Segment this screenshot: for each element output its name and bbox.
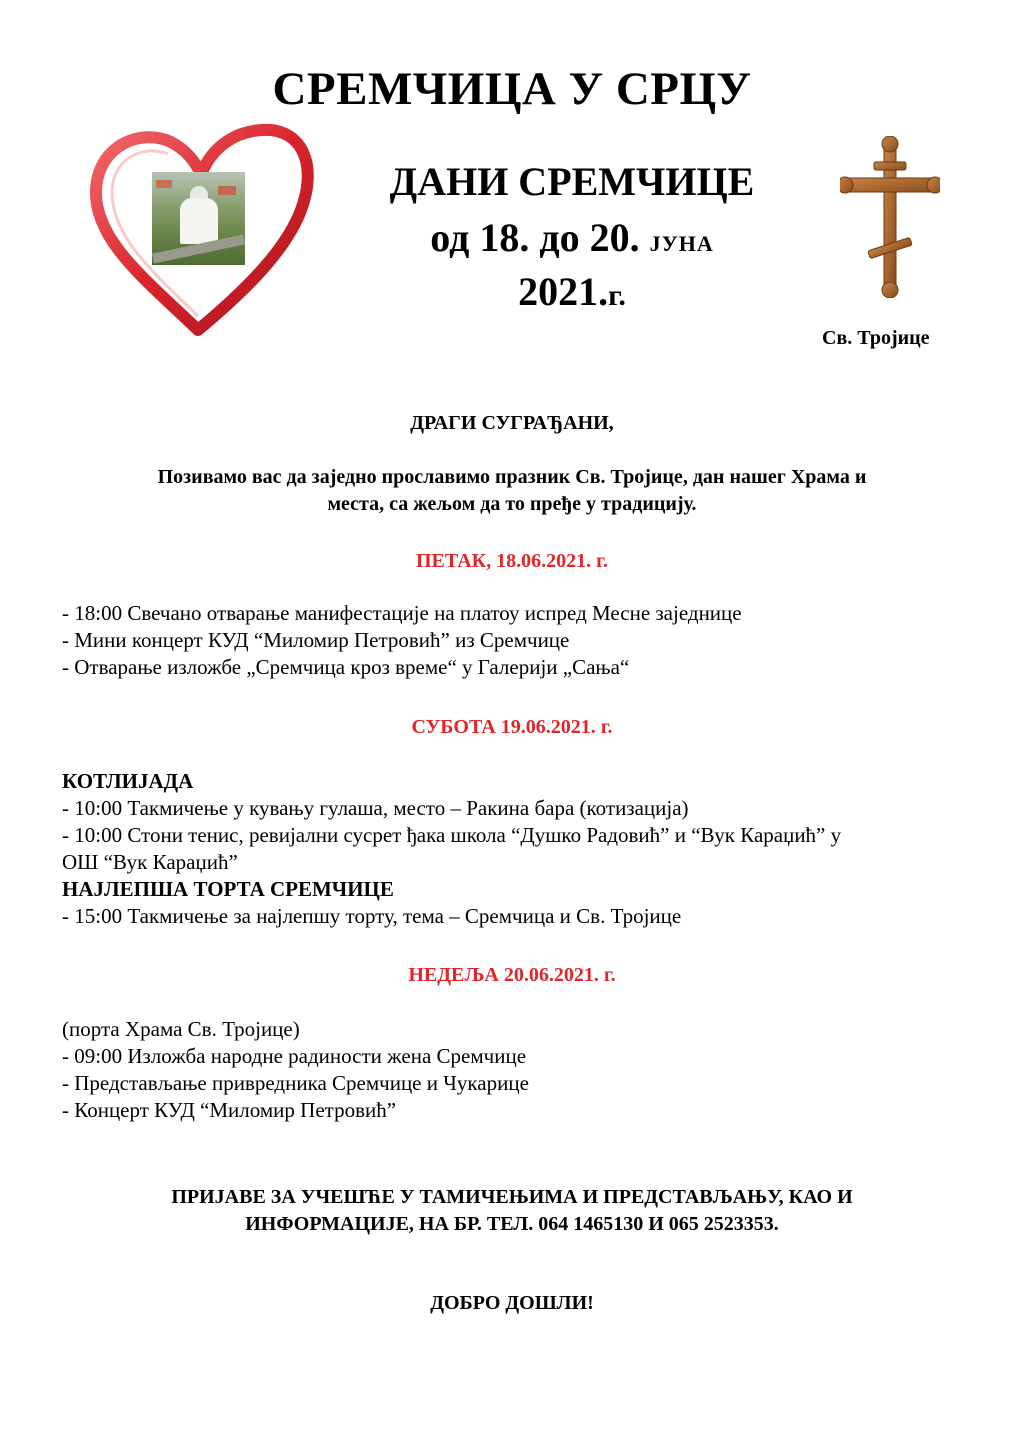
closing: ДОБРО ДОШЛИ! (430, 1292, 594, 1314)
program-line: - 10:00 Такмичење у кувању гулаша, место – Ракина бара (котизација) (62, 796, 689, 820)
program-line: - 09:00 Изложба народне радиности жена Сремчице (62, 1044, 527, 1068)
friday-program (62, 600, 972, 681)
cross-right-letters: XC (906, 196, 923, 209)
cross-left-letters: IC (862, 196, 875, 209)
event-year-suffix: г. (608, 279, 626, 312)
event-dates (312, 214, 832, 261)
contact-info (60, 1184, 964, 1238)
contact-line-2: ИНФОРМАЦИЈЕ, НА БР. ТЕЛ. 064 1465130 И 065 2523353. (245, 1213, 779, 1235)
program-line: - Отварање изложбе „Сремчица кроз време“ у Галерији „Сања“ (62, 655, 630, 679)
program-line: - Мини концерт КУД “Миломир Петровић” из Сремчице (62, 628, 570, 652)
greeting: ДРАГИ СУГРАЂАНИ, (410, 412, 614, 434)
day-heading-saturday: СУБОТА 19.06.2021. г. (411, 716, 613, 738)
invitation (60, 464, 964, 518)
event-month: ЈУНА (649, 231, 714, 256)
contact-line-1: ПРИЈАВЕ ЗА УЧЕШЋЕ У ТАМИЧЕЊИМА И ПРЕДСТАВЉАЊУ, КАО И (171, 1186, 853, 1208)
program-line: - 18:00 Свечано отварање манифестације на платоу испред Месне заједнице (62, 601, 742, 625)
event-title: ДАНИ СРЕМЧИЦЕ (389, 159, 755, 204)
orthodox-cross-icon (840, 136, 940, 298)
saturday-program (62, 768, 972, 930)
program-line: - 10:00 Стони тенис, ревијални сусрет ђака школа “Душко Радовић” и “Вук Караџић” у (62, 823, 842, 847)
program-group-title: НАЈЛЕПША ТОРТА СРЕМЧИЦЕ (62, 877, 394, 901)
page-title: СРЕМЧИЦА У СРЦУ (272, 63, 752, 115)
day-heading-friday: ПЕТАК, 18.06.2021. г. (415, 550, 608, 572)
program-line: - Концерт КУД “Миломир Петровић” (62, 1098, 397, 1122)
event-dates-main: од 18. до 20. (430, 215, 640, 260)
day-heading-sunday: НЕДЕЉА 20.06.2021. г. (408, 964, 616, 986)
invitation-line-1: Позивамо вас да заједно прославимо празник Св. Тројице, дан нашег Храма и (157, 466, 867, 488)
event-year (312, 268, 832, 315)
program-group-title: КОТЛИЈАДА (62, 769, 194, 793)
invitation-line-2: места, са жељом да то пређе у традицију. (327, 493, 697, 515)
program-line: - Представљање привредника Сремчице и Чукарице (62, 1071, 529, 1095)
program-line: (порта Храма Св. Тројице) (62, 1017, 300, 1041)
church-photo (152, 172, 245, 265)
program-line: ОШ “Вук Караџић” (62, 850, 238, 874)
sunday-program (62, 1016, 972, 1124)
program-line: - 15:00 Такмичење за најлепшу торту, тема – Сремчица и Св. Тројице (62, 904, 682, 928)
event-year-main: 2021. (518, 269, 609, 314)
cross-caption: Св. Тројице (822, 327, 930, 349)
